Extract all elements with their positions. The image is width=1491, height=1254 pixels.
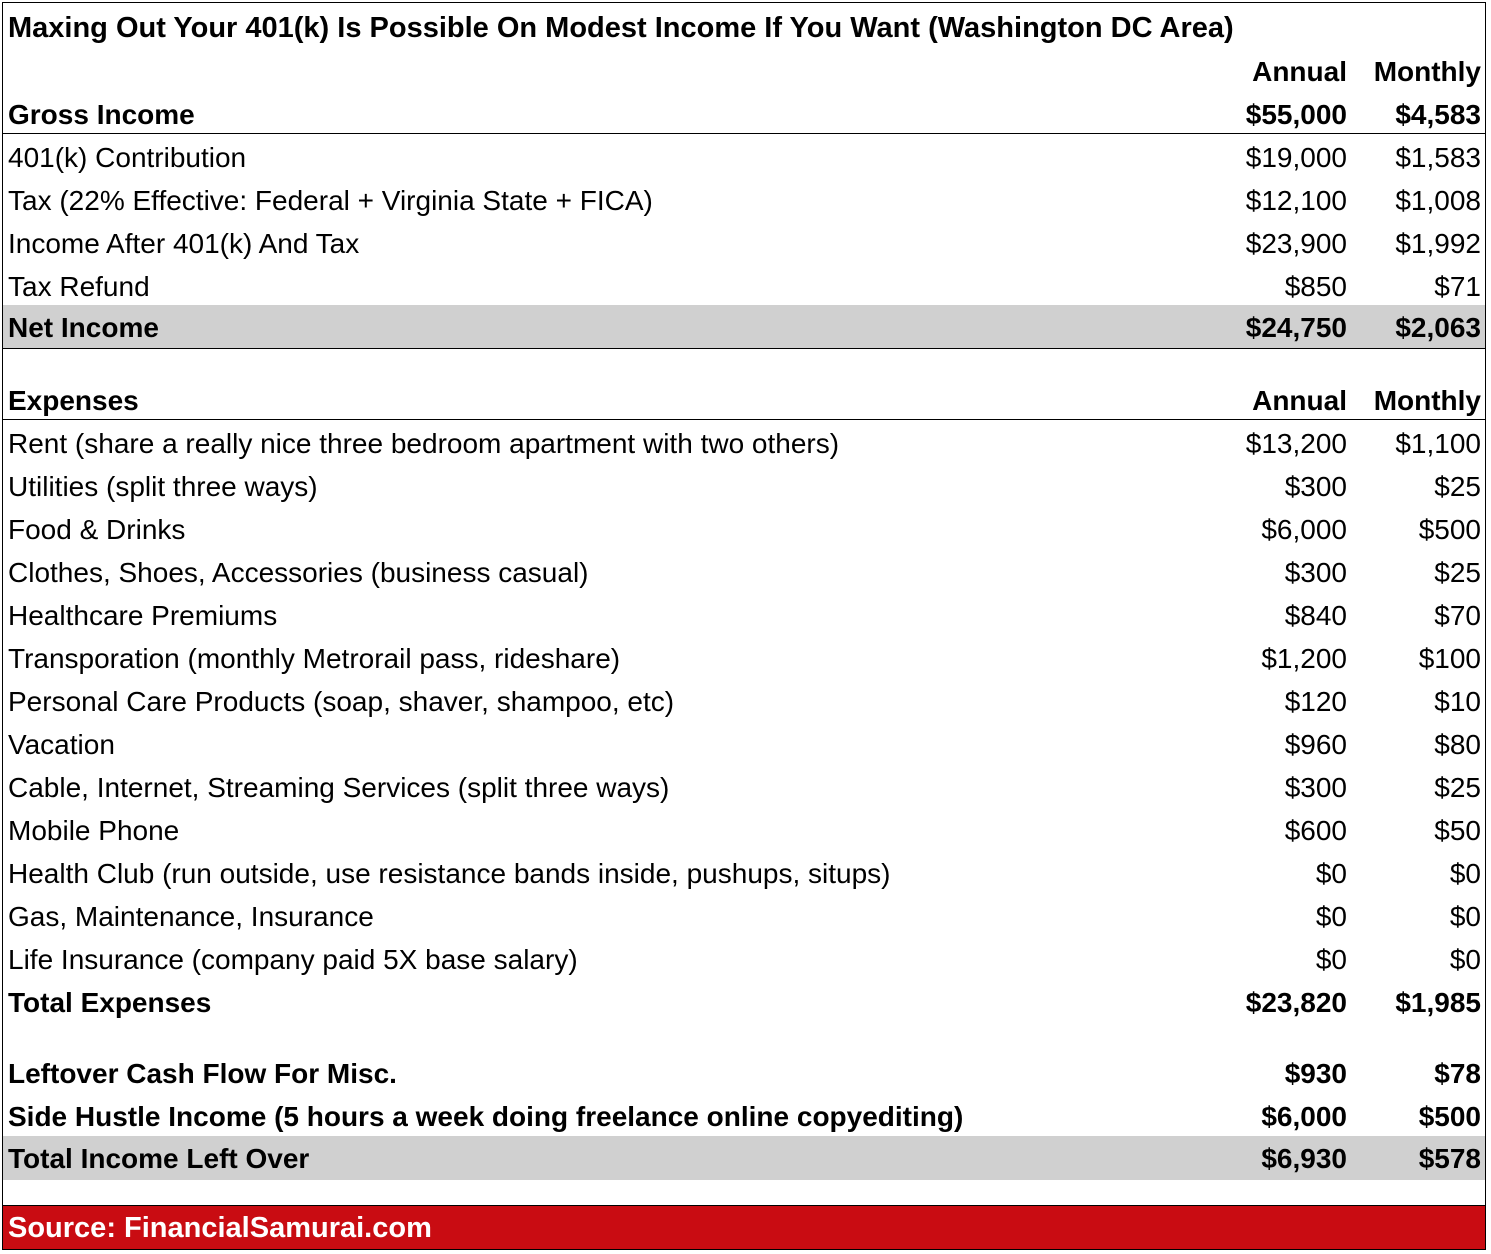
table-row [3,508,1485,551]
row-annual: $600 [1284,815,1347,846]
row-monthly: $1,100 [1395,428,1481,459]
row-monthly: $0 [1449,944,1481,975]
row-monthly: $50 [1434,815,1481,846]
row-label: Personal Care Products (soap, shaver, shampoo, etc) [8,686,675,717]
annual-header: Annual [1252,56,1347,87]
total-left-over-label: Total Income Left Over [8,1143,310,1174]
row-monthly: $25 [1434,772,1481,803]
total-left-over-annual: $6,930 [1261,1143,1347,1174]
monthly-header: Monthly [1373,56,1481,87]
row-monthly: $0 [1449,858,1481,889]
row-annual: $840 [1284,600,1347,631]
net-income-label: Net Income [8,312,159,343]
row-label: Cable, Internet, Streaming Services (split three ways) [8,772,670,803]
row-annual: $1,200 [1261,643,1347,674]
row-label: Transporation (monthly Metrorail pass, rideshare) [8,643,621,674]
expenses-annual-header: Annual [1252,385,1347,416]
table-row [3,723,1485,766]
table-title: Maxing Out Your 401(k) Is Possible On Modest Income If You Want (Washington DC Area) [8,12,1234,44]
side-hustle-monthly: $500 [1418,1101,1481,1132]
gross-income-row [3,93,1485,134]
row-label: Rent (share a really nice three bedroom apartment with two others) [8,428,840,459]
table-row [3,809,1485,852]
row-annual: $6,000 [1261,514,1347,545]
table-row [3,465,1485,508]
row-annual: $0 [1315,944,1347,975]
expenses-header-row [3,379,1485,420]
table-row [3,179,1485,222]
table-row [3,766,1485,809]
leftover-monthly: $78 [1434,1058,1481,1089]
row-monthly: $80 [1434,729,1481,760]
table-row [3,680,1485,723]
total-left-over-row [3,1136,1485,1180]
table-row [3,895,1485,938]
net-income-monthly: $2,063 [1395,312,1481,343]
side-hustle-row [3,1095,1485,1138]
row-label: 401(k) Contribution [8,142,247,173]
table-row [3,852,1485,895]
total-left-over-monthly: $578 [1418,1143,1481,1174]
table-row [3,265,1485,308]
row-label: Vacation [8,729,115,760]
total-expenses-monthly: $1,985 [1395,987,1481,1018]
row-label: Mobile Phone [8,815,180,846]
table-row [3,594,1485,637]
row-monthly: $100 [1418,643,1481,674]
row-label: Health Club (run outside, use resistance bands inside, pushups, situps) [8,858,891,889]
source-text: Source: FinancialSamurai.com [8,1212,432,1244]
row-monthly: $1,583 [1395,142,1481,173]
side-hustle-label: Side Hustle Income (5 hours a week doing freelance online copyediting) [8,1101,964,1132]
expenses-header-label: Expenses [8,385,139,416]
source-bar [3,1205,1485,1249]
row-label: Gas, Maintenance, Insurance [8,901,374,932]
row-annual: $0 [1315,858,1347,889]
row-annual: $300 [1284,772,1347,803]
table-row [3,637,1485,680]
row-label: Life Insurance (company paid 5X base salary) [8,944,578,975]
expenses-monthly-header: Monthly [1373,385,1481,416]
row-monthly: $10 [1434,686,1481,717]
row-monthly: $0 [1449,901,1481,932]
row-label: Healthcare Premiums [8,600,278,631]
row-annual: $300 [1284,471,1347,502]
row-monthly: $500 [1418,514,1481,545]
side-hustle-annual: $6,000 [1261,1101,1347,1132]
budget-table [2,2,1486,1250]
row-annual: $12,100 [1245,185,1347,216]
gross-income-monthly: $4,583 [1395,99,1481,130]
gross-income-annual: $55,000 [1245,99,1347,130]
total-expenses-label: Total Expenses [8,987,212,1018]
leftover-row [3,1052,1485,1095]
row-annual: $300 [1284,557,1347,588]
row-label: Tax Refund [8,271,150,302]
row-label: Food & Drinks [8,514,186,545]
column-header-row [3,50,1485,93]
row-label: Income After 401(k) And Tax [8,228,360,259]
row-label: Utilities (split three ways) [8,471,318,502]
row-label: Tax (22% Effective: Federal + Virginia State + FICA) [8,185,653,216]
row-annual: $960 [1284,729,1347,760]
row-annual: $13,200 [1245,428,1347,459]
title-row [3,7,1485,50]
row-annual: $19,000 [1245,142,1347,173]
row-monthly: $25 [1434,471,1481,502]
leftover-annual: $930 [1284,1058,1347,1089]
table-row [3,422,1485,465]
net-income-row [3,305,1485,349]
total-expenses-row [3,981,1485,1024]
row-annual: $850 [1284,271,1347,302]
table-row [3,136,1485,179]
row-monthly: $1,008 [1395,185,1481,216]
row-annual: $120 [1284,686,1347,717]
leftover-label: Leftover Cash Flow For Misc. [8,1058,397,1089]
net-income-annual: $24,750 [1245,312,1347,343]
row-monthly: $70 [1434,600,1481,631]
table-row [3,938,1485,981]
table-row [3,551,1485,594]
row-monthly: $71 [1434,271,1481,302]
row-annual: $0 [1315,901,1347,932]
row-monthly: $1,992 [1395,228,1481,259]
row-label: Clothes, Shoes, Accessories (business casual) [8,557,589,588]
total-expenses-annual: $23,820 [1245,987,1347,1018]
row-annual: $23,900 [1245,228,1347,259]
table-row [3,222,1485,265]
gross-income-label: Gross Income [8,99,195,130]
row-monthly: $25 [1434,557,1481,588]
